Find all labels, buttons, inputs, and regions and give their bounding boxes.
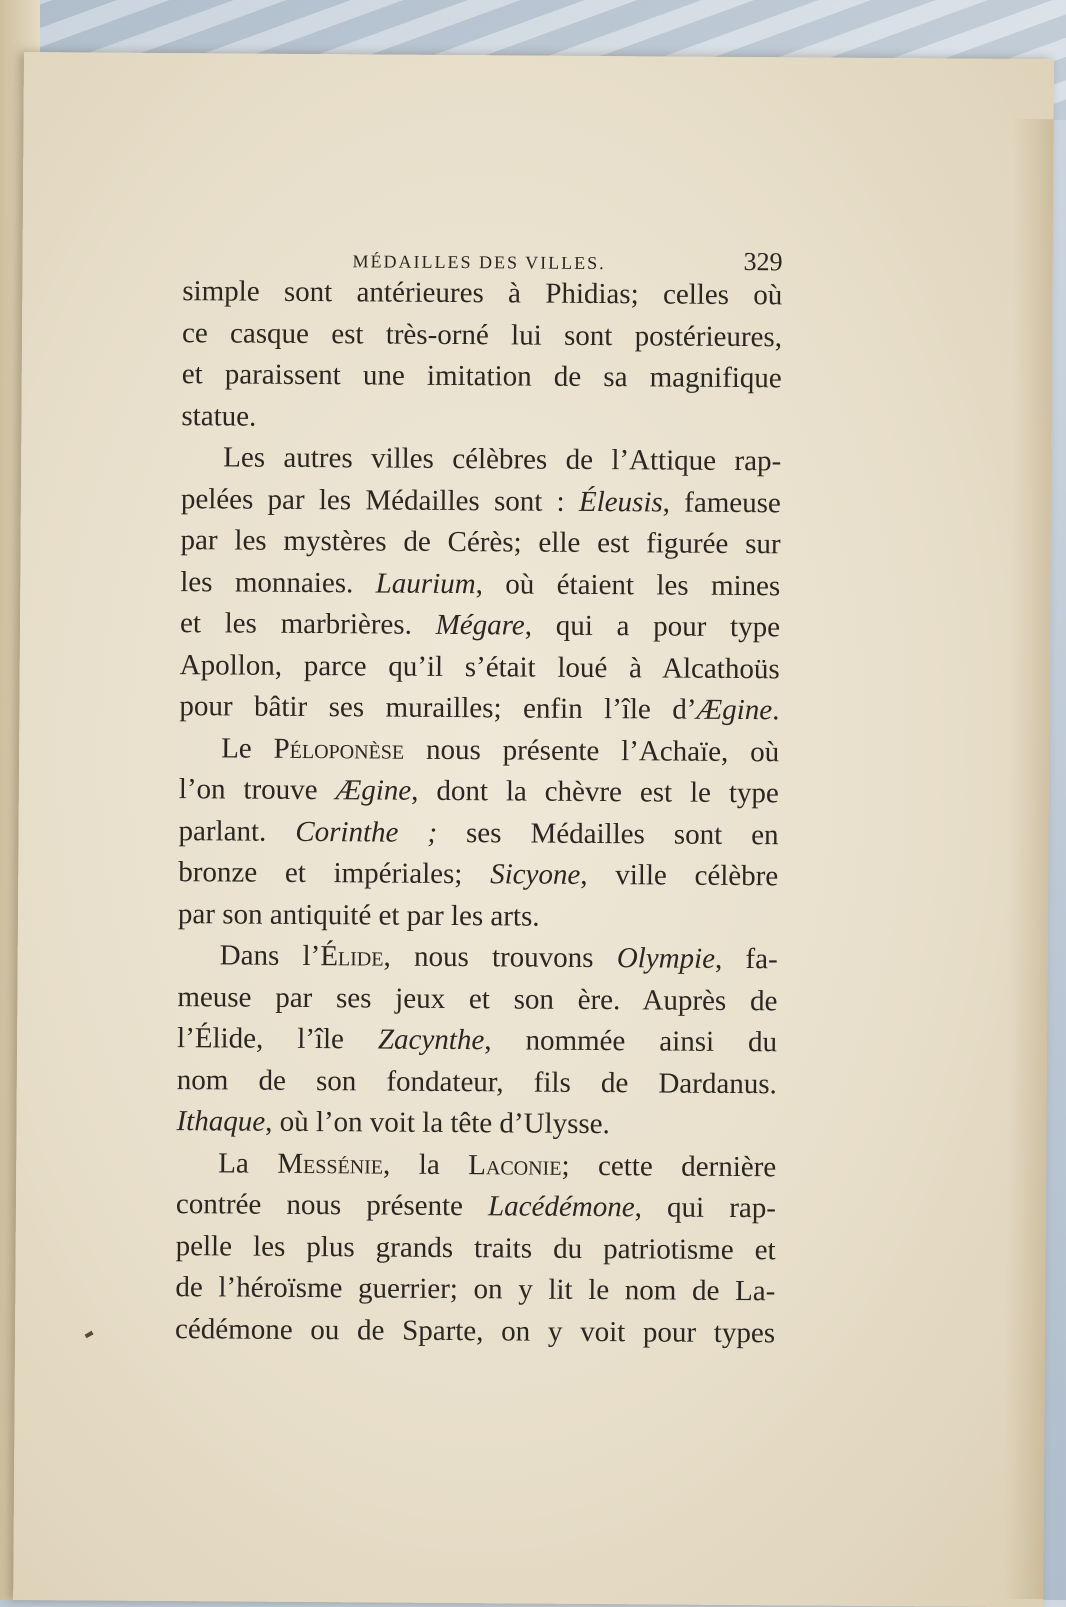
text-line: et paraissent une imitation de sa magnifique bbox=[181, 358, 782, 395]
text-line: cédémone ou de Sparte, on y voit pour types bbox=[174, 1312, 776, 1349]
text-run: . bbox=[772, 694, 780, 727]
text-line bbox=[179, 769, 779, 815]
place-name: Zacynthe bbox=[377, 1023, 485, 1057]
text-line bbox=[178, 935, 778, 981]
text-run: bronze et impériales; bbox=[178, 856, 491, 891]
text-line: Apollon, parce qu’il s’était loué à Alcathoüs bbox=[179, 648, 780, 685]
text-run: pour bâtir ses murailles; enfin l’île d’ bbox=[179, 690, 697, 726]
text-line bbox=[176, 1184, 776, 1230]
text-line bbox=[178, 811, 778, 857]
text-run: l’Élide, l’île bbox=[177, 1022, 379, 1056]
text-line bbox=[178, 852, 778, 898]
text-run: , où l’on voit la tête d’Ulysse. bbox=[265, 1105, 610, 1141]
text-run: parlant. bbox=[178, 814, 296, 848]
place-name: Mégare bbox=[435, 608, 525, 642]
region-name: Péloponèse bbox=[273, 732, 405, 766]
text-run: , qui rap- bbox=[634, 1191, 777, 1225]
text-line bbox=[180, 603, 780, 649]
text-run: , qui a pour type bbox=[524, 609, 781, 644]
text-run: et les marbrières. bbox=[179, 607, 436, 641]
text-line bbox=[181, 479, 781, 525]
text-run: contrée nous présente bbox=[175, 1188, 489, 1223]
paragraph bbox=[178, 728, 779, 940]
place-name: Ithaque bbox=[176, 1105, 266, 1138]
place-name: Laurium bbox=[375, 566, 476, 600]
text-run: Le bbox=[221, 731, 274, 765]
region-name: Élide bbox=[320, 940, 384, 973]
region-name: Laconie bbox=[468, 1148, 562, 1182]
paragraph bbox=[176, 935, 777, 1147]
text-run: , nommée ainsi du bbox=[484, 1024, 778, 1059]
text-run: , fameuse bbox=[662, 485, 781, 519]
text-line bbox=[176, 1143, 776, 1189]
running-head: MÉDAILLES DES VILLES. bbox=[352, 251, 606, 274]
text-line: par les mystères de Cérès; elle est figurée sur bbox=[180, 524, 781, 561]
text-line bbox=[177, 1018, 777, 1064]
text-run: pelées par les Médailles sont : bbox=[180, 482, 580, 518]
text-line bbox=[179, 728, 779, 774]
place-name: Lacédémone bbox=[487, 1190, 635, 1224]
place-name: Sicyone bbox=[490, 858, 581, 891]
text-line: nom de son fondateur, fils de Dardanus. bbox=[176, 1063, 777, 1100]
place-name: Éleusis bbox=[578, 485, 663, 518]
text-line: meuse par ses jeux et son ère. Auprès de bbox=[177, 980, 778, 1017]
place-name: Ægine bbox=[335, 774, 412, 807]
paragraph bbox=[181, 271, 782, 441]
place-name: Corinthe ; bbox=[295, 815, 438, 849]
text-run: , nous trouvons bbox=[383, 940, 617, 975]
text-line: de l’héroïsme guerrier; on y lit le nom de La- bbox=[175, 1271, 776, 1308]
text-block bbox=[175, 271, 783, 1354]
text-run: La bbox=[218, 1146, 278, 1180]
text-run: , ville célèbre bbox=[580, 858, 779, 893]
text-line: par son antiquité et par les arts. bbox=[177, 897, 540, 933]
text-line: statue. bbox=[181, 399, 257, 433]
text-run: nous présente l’Achaïe, où bbox=[404, 733, 780, 768]
text-run: , la bbox=[382, 1148, 469, 1181]
text-line bbox=[180, 562, 780, 608]
place-name: Olympie bbox=[616, 942, 716, 975]
text-line: Les autres villes célèbres de l’Attique rap- bbox=[223, 441, 782, 478]
text-line: pelle les plus grands traits du patriotisme et bbox=[175, 1229, 776, 1266]
place-name: Ægine bbox=[696, 693, 773, 727]
text-run: , où étaient les mines bbox=[475, 567, 781, 602]
text-run: l’on trouve bbox=[178, 773, 336, 807]
text-line bbox=[179, 686, 779, 732]
text-run: , fa- bbox=[714, 942, 778, 976]
text-run: les monnaies. bbox=[180, 565, 376, 599]
region-name: Messénie bbox=[277, 1147, 384, 1181]
page-number: 329 bbox=[743, 247, 783, 277]
paragraph bbox=[179, 437, 781, 732]
text-run: ; cette dernière bbox=[561, 1149, 777, 1183]
text-line: ce casque est très-orné lui sont postérieures, bbox=[181, 316, 783, 353]
paragraph bbox=[175, 1143, 776, 1355]
text-line: simple sont antérieures à Phidias; celles où bbox=[182, 275, 783, 312]
text-line bbox=[176, 1101, 776, 1147]
book-page bbox=[13, 52, 1054, 1607]
text-run: Dans l’ bbox=[219, 939, 321, 973]
paper-blemish bbox=[85, 1331, 94, 1338]
text-run: , dont la chèvre est le type bbox=[411, 774, 779, 810]
text-run: ses Médailles sont en bbox=[436, 816, 779, 851]
